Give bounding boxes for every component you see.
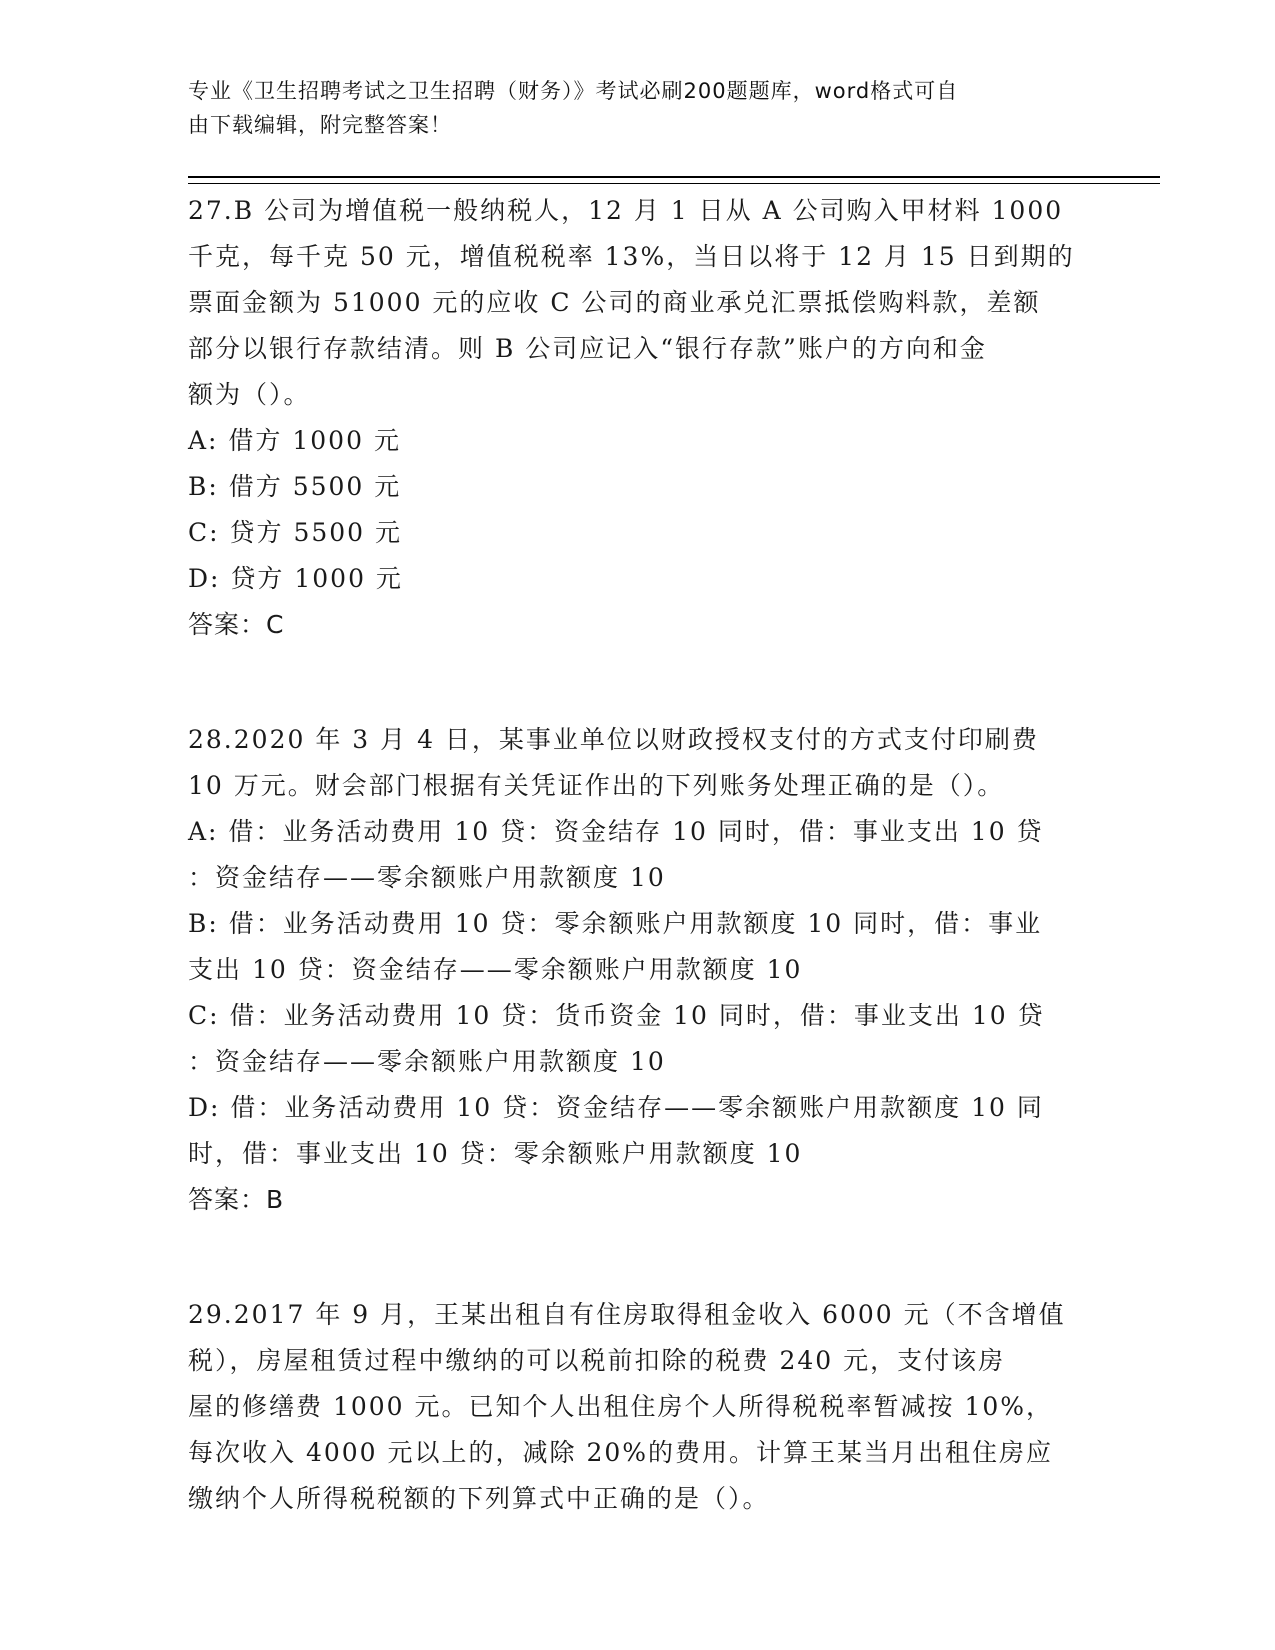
question-text-line: 千克，每千克 50 元，增值税税率 13%，当日以将于 12 月 15 日到期的 [188,242,1075,271]
option-d: D: 借：业务活动费用 10 贷：资金结存——零余额账户用款额度 10 同 [188,1093,1044,1122]
option-d: D: 贷方 1000 元 [188,564,403,593]
header-rule-thin [188,183,1160,184]
option-b: B: 借：业务活动费用 10 贷：零余额账户用款额度 10 同时，借：事业 [188,909,1043,938]
option-c-continued: ：资金结存——零余额账户用款额度 10 [188,1047,666,1076]
question-29 [188,1292,1088,1522]
question-text-line: 10 万元。财会部门根据有关凭证作出的下列账务处理正确的是（）。 [188,771,1005,800]
question-text-line: 额为（）。 [188,380,311,409]
option-c: C: 贷方 5500 元 [188,518,403,547]
answer-label: 答案：C [188,610,285,639]
option-d-continued: 时，借：事业支出 10 贷：零余额账户用款额度 10 [188,1139,803,1168]
option-b-continued: 支出 10 贷：资金结存——零余额账户用款额度 10 [188,955,803,984]
question-text-line: 部分以银行存款结清。则 B 公司应记入“银行存款”账户的方向和金 [188,334,987,363]
question-text-line: 税），房屋租赁过程中缴纳的可以税前扣除的税费 240 元，支付该房 [188,1346,1006,1375]
header-rule-thick [188,176,1160,178]
option-c: C: 借：业务活动费用 10 贷：货币资金 10 同时，借：事业支出 10 贷 [188,1001,1045,1030]
option-a: A: 借：业务活动费用 10 贷：资金结存 10 同时，借：事业支出 10 贷 [188,817,1044,846]
answer-label: 答案：B [188,1185,285,1214]
question-text-line: 缴纳个人所得税税额的下列算式中正确的是（）。 [188,1484,770,1513]
question-27 [188,188,1088,648]
document-header [188,74,1068,142]
question-text-line: 每次收入 4000 元以上的，减除 20%的费用。计算王某当月出租住房应 [188,1438,1054,1467]
question-text-line: 28.2020 年 3 月 4 日，某事业单位以财政授权支付的方式支付印刷费 [188,725,1039,754]
question-list [188,188,1088,1522]
header-line-1: 专业《卫生招聘考试之卫生招聘（财务）》考试必刷200题题库，word格式可自 [188,79,959,103]
option-a: A: 借方 1000 元 [188,426,401,455]
question-text-line: 屋的修缮费 1000 元。已知个人出租住房个人所得税税率暂减按 10%， [188,1392,1054,1421]
question-text-line: 27.B 公司为增值税一般纳税人，12 月 1 日从 A 公司购入甲材料 1000 [188,196,1064,225]
header-line-2: 由下载编辑，附完整答案！ [188,113,452,137]
option-b: B: 借方 5500 元 [188,472,402,501]
question-text-line: 票面金额为 51000 元的应收 C 公司的商业承兑汇票抵偿购料款，差额 [188,288,1041,317]
option-a-continued: ：资金结存——零余额账户用款额度 10 [188,863,666,892]
question-text-line: 29.2017 年 9 月，王某出租自有住房取得租金收入 6000 元（不含增值 [188,1300,1066,1329]
question-28 [188,717,1088,1223]
